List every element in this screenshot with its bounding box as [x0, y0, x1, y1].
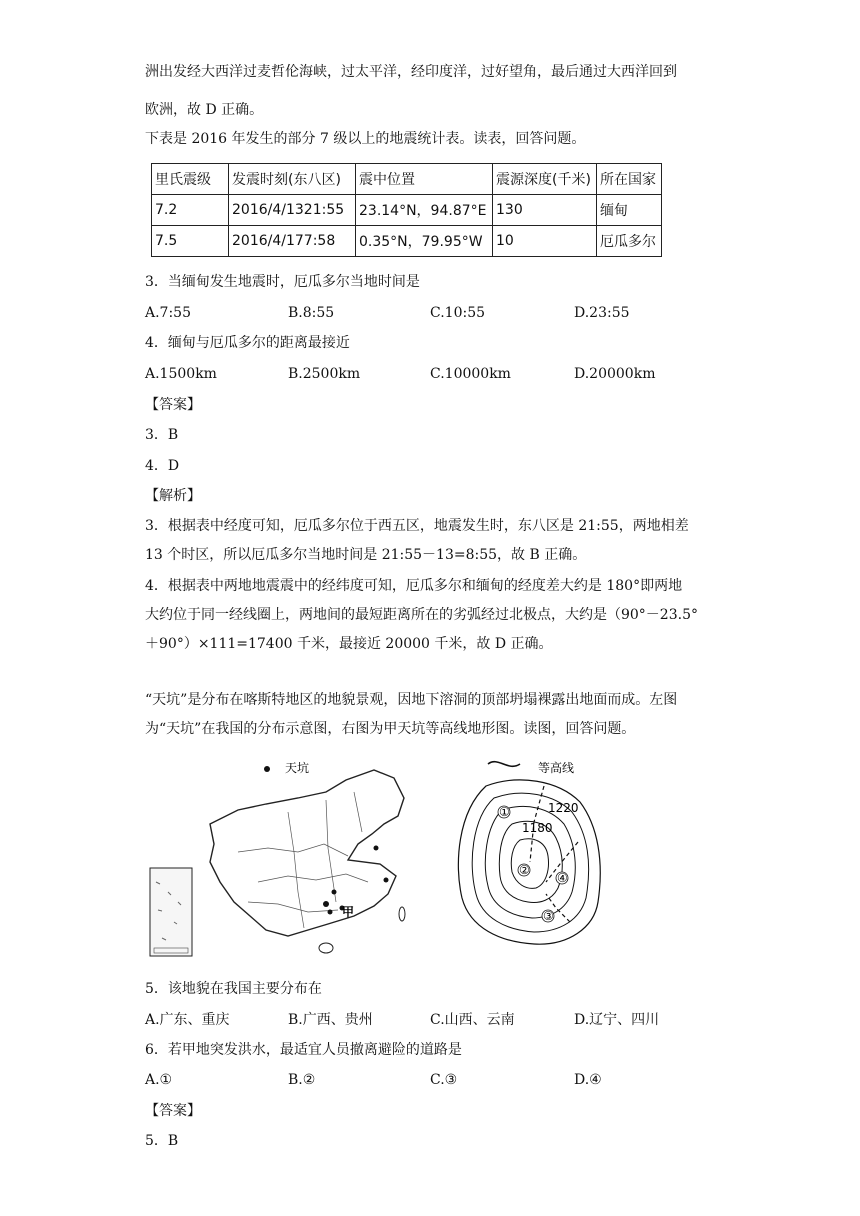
- table-header: 里氏震级: [152, 164, 229, 195]
- q5-option-c: C.山西、云南: [430, 1012, 515, 1028]
- question-5-stem: 5．该地貌在我国主要分布在: [145, 981, 322, 997]
- answer-item: 4．D: [145, 458, 180, 474]
- q4-option-a: A.1500km: [145, 366, 217, 382]
- table-cell: 2016/4/1321:55: [229, 195, 356, 226]
- tiankeng-dot: [384, 878, 389, 883]
- taiwan-island: [399, 907, 405, 921]
- table-row: [152, 195, 662, 226]
- hainan-island: [319, 943, 333, 953]
- table-header: 发震时刻(东八区): [229, 164, 356, 195]
- analysis-line: 13 个时区，所以厄瓜多尔当地时间是 21:55－13=8:55，故 B 正确。: [145, 547, 587, 563]
- contour-label-1180: 1180: [522, 821, 553, 835]
- analysis-line: 大约位于同一经线圈上，两地间的最短距离所在的劣弧经过北极点，大约是（90°－23.5°: [145, 607, 698, 623]
- table-cell: 130: [493, 195, 597, 226]
- table-cell: 2016/4/177:58: [229, 226, 356, 257]
- q6-option-b: B.②: [288, 1072, 316, 1088]
- passage-line: 为“天坑”在我国的分布示意图，右图为甲天坑等高线地形图。读图，回答问题。: [145, 721, 636, 737]
- q6-option-c: C.③: [430, 1072, 458, 1088]
- q5-option-a: A.广东、重庆: [145, 1012, 230, 1028]
- route-label-4: ④: [557, 871, 568, 885]
- table-cell: 厄瓜多尔: [597, 226, 662, 257]
- question-3-stem: 3．当缅甸发生地震时，厄瓜多尔当地时间是: [145, 274, 420, 290]
- table-cell: 10: [493, 226, 597, 257]
- answer-item: 3．B: [145, 427, 179, 443]
- tiankeng-dot: [332, 890, 337, 895]
- contour-line: [511, 839, 548, 889]
- contour-label-1220: 1220: [548, 801, 579, 815]
- tiankeng-dot: [323, 901, 329, 907]
- tiankeng-dot: [328, 910, 333, 915]
- q4-option-d: D.20000km: [574, 366, 656, 382]
- table-header: 震中位置: [356, 164, 493, 195]
- analysis-line: ＋90°）×111=17400 千米，最接近 20000 千米，故 D 正确。: [145, 636, 553, 652]
- province-border: [326, 800, 336, 902]
- q4-option-c: C.10000km: [430, 366, 511, 382]
- table-intro: 下表是 2016 年发生的部分 7 级以上的地震统计表。读表，回答问题。: [145, 131, 586, 147]
- answer-item: 5．B: [145, 1133, 179, 1149]
- q5-option-d: D.辽宁、四川: [574, 1012, 660, 1028]
- table-header: 所在国家: [597, 164, 662, 195]
- route-label-1: ①: [499, 805, 510, 819]
- table-cell: 23.14°N，94.87°E: [356, 195, 493, 226]
- table-header: 震源深度(千米): [493, 164, 597, 195]
- q3-option-b: B.8:55: [288, 305, 335, 321]
- tiankeng-distribution-map: [148, 752, 430, 964]
- route-label-2: ②: [519, 863, 530, 877]
- table-cell: 7.5: [152, 226, 229, 257]
- q3-option-a: A.7:55: [145, 305, 191, 321]
- earthquake-table: [151, 163, 662, 257]
- table-header-row: [152, 164, 662, 195]
- q4-option-b: B.2500km: [288, 366, 361, 382]
- contour-legend-label: 等高线: [538, 761, 575, 775]
- text-line: 洲出发经大西洋过麦哲伦海峡，过太平洋，经印度洋，过好望角，最后通过大西洋回到: [145, 64, 677, 80]
- contour-legend-icon: [488, 762, 520, 767]
- table-row: [152, 226, 662, 257]
- passage-line: “天坑”是分布在喀斯特地区的地貌景观，因地下溶洞的顶部坍塌裸露出地面而成。左图: [145, 692, 678, 708]
- table-cell: 0.35°N，79.95°W: [356, 226, 493, 257]
- map-legend-label: 天坑: [285, 761, 310, 775]
- q5-option-b: B.广西、贵州: [288, 1012, 373, 1028]
- legend-dot-icon: [264, 766, 270, 772]
- analysis-line: 3．根据表中经度可知，厄瓜多尔位于西五区，地震发生时，东八区是 21:55，两地相差: [145, 518, 689, 534]
- q6-option-a: A.①: [145, 1072, 173, 1088]
- text-line: 欧洲，故 D 正确。: [145, 102, 264, 118]
- answer-label: 【答案】: [145, 397, 201, 413]
- analysis-label: 【解析】: [145, 488, 201, 504]
- province-border: [354, 792, 362, 832]
- tiankeng-contour-map: [448, 752, 618, 952]
- table-cell: 缅甸: [597, 195, 662, 226]
- province-border: [258, 874, 368, 882]
- question-4-stem: 4．缅甸与厄瓜多尔的距离最接近: [145, 335, 350, 351]
- q6-option-d: D.④: [574, 1072, 602, 1088]
- route-label-3: ③: [543, 909, 554, 923]
- china-outline: [210, 770, 404, 936]
- tiankeng-dot: [374, 846, 379, 851]
- map-marker-label: 甲: [342, 905, 355, 919]
- south-china-sea-inset: [150, 868, 192, 956]
- answer-label: 【答案】: [145, 1103, 201, 1119]
- question-6-stem: 6．若甲地突发洪水，最适宜人员撤离避险的道路是: [145, 1042, 462, 1058]
- analysis-line: 4．根据表中两地地震震中的经纬度可知，厄瓜多尔和缅甸的经度差大约是 180°即两地: [145, 578, 683, 594]
- q3-option-c: C.10:55: [430, 305, 486, 321]
- table-cell: 7.2: [152, 195, 229, 226]
- q3-option-d: D.23:55: [574, 305, 630, 321]
